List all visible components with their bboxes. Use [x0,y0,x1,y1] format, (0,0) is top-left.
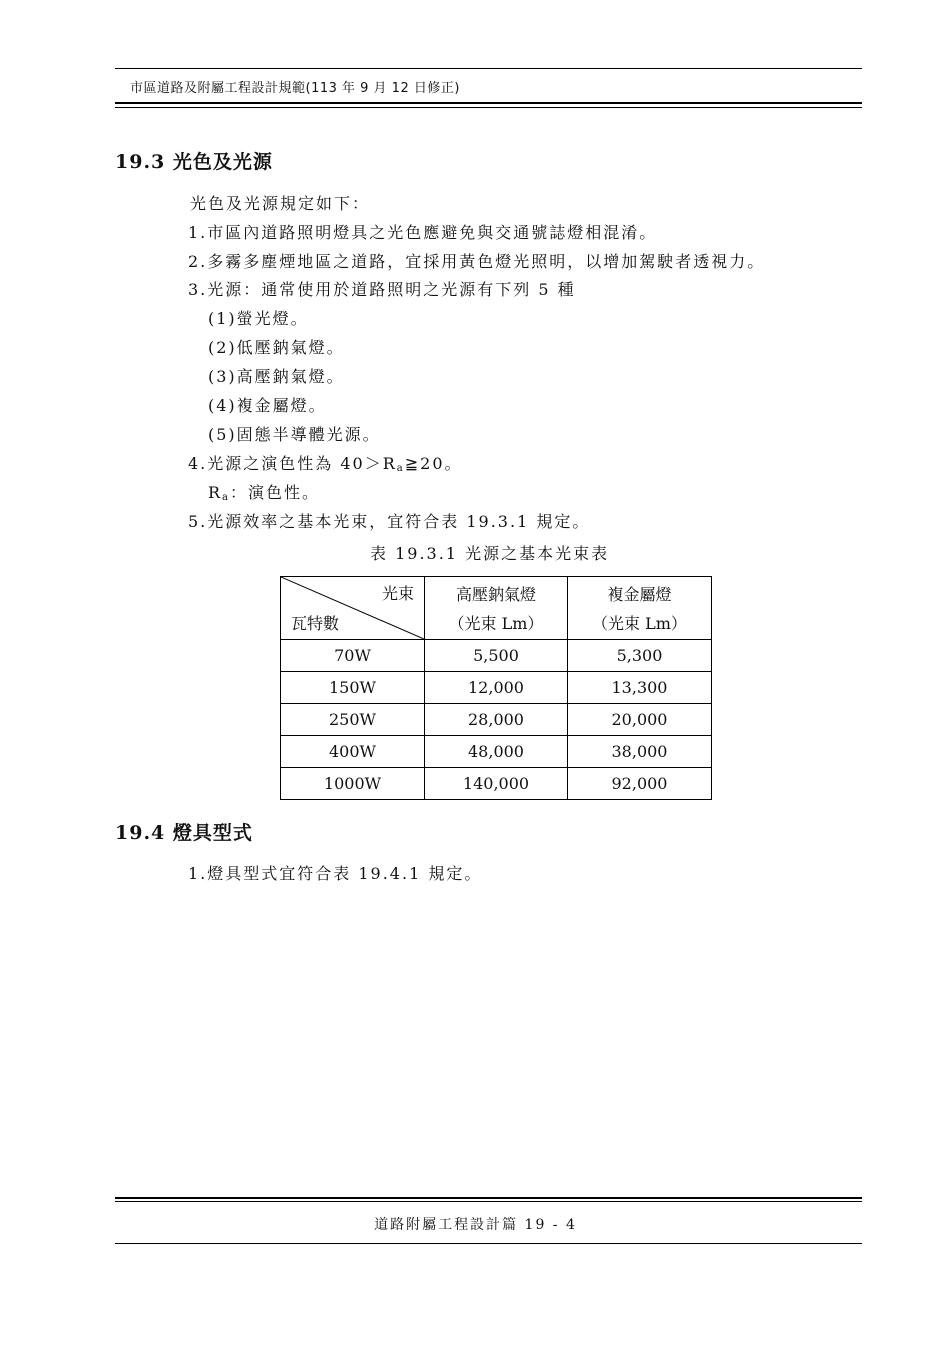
list-item-3: 3.光源：通常使用於道路照明之光源有下列 5 種 [188,280,576,299]
page-footer: 道路附屬工程設計篇 19 - 4 [374,1217,577,1233]
intro-text: 光色及光源規定如下： [190,194,371,213]
header-hps-name: 高壓鈉氣燈 [455,585,536,604]
sub-item-3: (3)高壓鈉氣燈。 [208,367,345,386]
header-rule-thick [115,102,862,104]
table-row [281,768,712,800]
wattage-cell: 1000W [281,768,425,800]
luminous-flux-table [280,576,712,800]
mh-flux-cell: 38,000 [568,736,712,768]
header-mh-unit: （光束 Lm） [592,614,687,633]
hps-flux-cell: 48,000 [425,736,568,768]
mh-flux-cell: 13,300 [568,672,712,704]
mh-flux-cell: 5,300 [568,640,712,672]
diagonal-header-cell [281,577,425,640]
header-hps-lamp [425,577,568,640]
sub-item-5: (5)固態半導體光源。 [208,425,381,444]
footer-rule-thin [115,1201,862,1202]
hps-flux-cell: 140,000 [425,768,568,800]
section-heading-19-4: 19.4 燈具型式 [115,822,253,844]
list-item-4-prefix: 4.光源之演色性為 40＞R [188,454,397,473]
list-item-2: 2.多霧多塵煙地區之道路，宜採用黃色燈光照明，以增加駕駛者透視力。 [188,252,766,271]
mh-flux-cell: 20,000 [568,704,712,736]
list-item-5: 5.光源效率之基本光束，宜符合表 19.3.1 規定。 [188,512,591,531]
header-hps-unit: （光束 Lm） [448,614,544,633]
wattage-cell: 150W [281,672,425,704]
ra-subscript: a [222,492,231,503]
ra-symbol: R [208,483,223,502]
list-item-4 [188,451,463,474]
table-row [281,736,712,768]
header-mh-name: 複金屬燈 [607,585,672,604]
wattage-cell: 70W [281,640,425,672]
footer-bottom-rule [115,1243,862,1244]
table-row [281,672,712,704]
wattage-cell: 250W [281,704,425,736]
mh-flux-cell: 92,000 [568,768,712,800]
section-heading-19-3: 19.3 光色及光源 [115,151,273,173]
header-rule-thin [115,107,862,108]
running-header: 市區道路及附屬工程設計規範(113 年 9 月 12 日修正) [130,81,460,96]
table-row [281,704,712,736]
section-19-4-item-1: 1.燈具型式宜符合表 19.4.1 規定。 [188,864,483,883]
table-caption: 表 19.3.1 光源之基本光束表 [370,544,610,563]
ra-definition [208,480,320,503]
sub-item-1: (1)螢光燈。 [208,309,309,328]
sub-item-4: (4)複金屬燈。 [208,396,327,415]
wattage-cell: 400W [281,736,425,768]
list-item-4-subscript: a [396,463,405,474]
hps-flux-cell: 12,000 [425,672,568,704]
diag-header-flux: 光束 [381,584,414,603]
table-header-row [281,577,712,640]
sub-item-2: (2)低壓鈉氣燈。 [208,338,345,357]
diag-header-wattage: 瓦特數 [291,614,340,633]
ra-definition-text: ：演色性。 [230,483,321,502]
table-row [281,640,712,672]
list-item-4-suffix: ≧20。 [404,454,463,473]
list-item-1: 1.市區內道路照明燈具之光色應避免與交通號誌燈相混淆。 [188,223,658,242]
hps-flux-cell: 28,000 [425,704,568,736]
hps-flux-cell: 5,500 [425,640,568,672]
header-top-rule [115,68,862,69]
footer-rule-thick [115,1197,862,1199]
header-metal-halide [568,577,712,640]
